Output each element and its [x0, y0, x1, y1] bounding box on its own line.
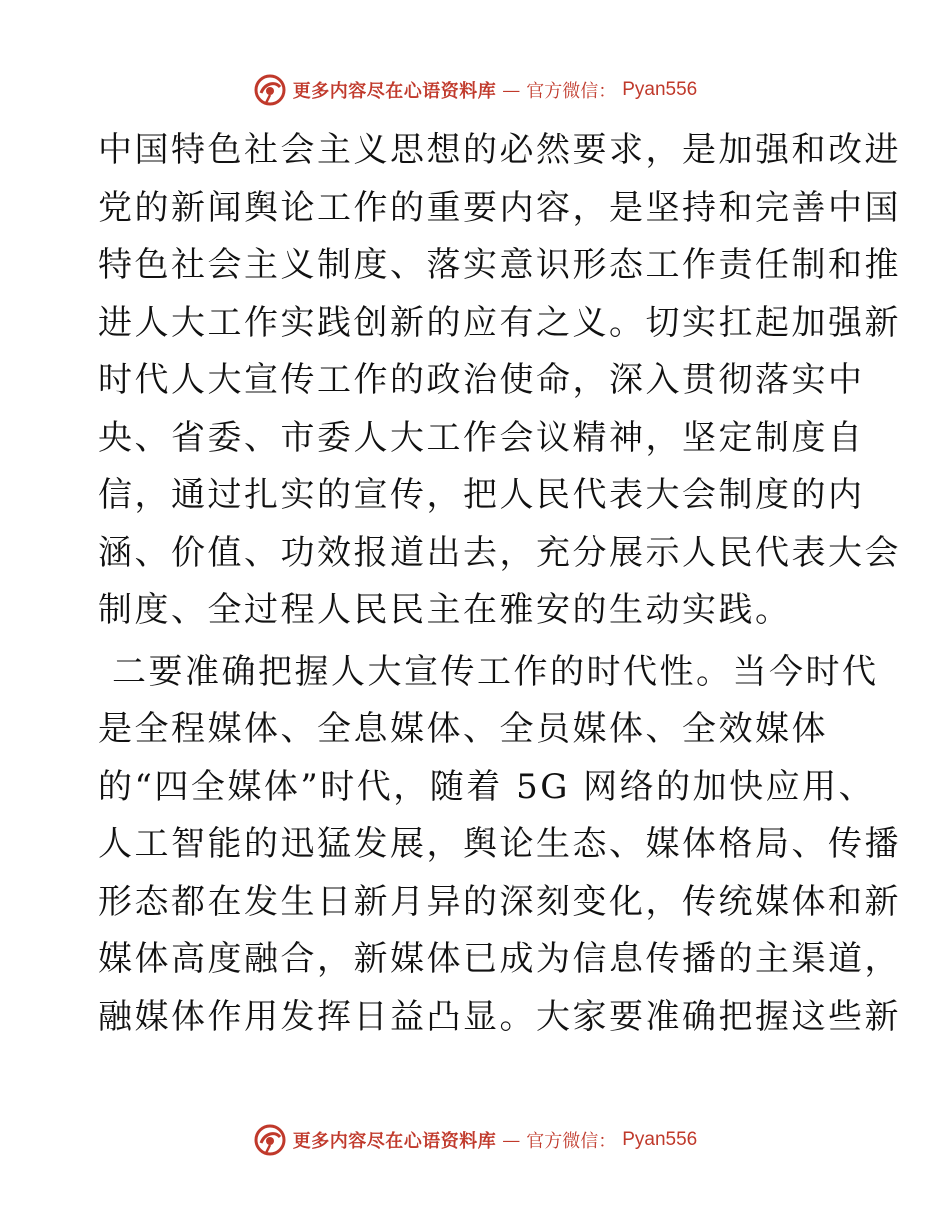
paragraph-1: [98, 122, 901, 640]
header-banner-inner: [253, 73, 698, 107]
text-line: 形态都在发生日新月异的深刻变化，传统媒体和新: [98, 881, 901, 922]
text-line: 进人大工作实践创新的应有之义。切实扛起加强新: [98, 302, 901, 343]
banner-wechat-id: Pyan556: [622, 79, 698, 100]
text-line: 中国特色社会主义思想的必然要求，是加强和改进: [98, 130, 901, 170]
text-line: 人工智能的迅猛发展，舆论生态、媒体格局、传播: [98, 824, 901, 864]
text-line: 涵、价值、功效报道出去，充分展示人民代表大会: [98, 532, 901, 573]
banner-dash: —: [502, 1129, 521, 1151]
text-line: 特色社会主义制度、落实意识形态工作责任制和推: [98, 245, 901, 285]
text-line: 制度、全过程人民民主在雅安的生动实践。: [98, 590, 792, 630]
logo-icon: [253, 1123, 287, 1157]
text-line: 是全程媒体、全息媒体、全员媒体、全效媒体: [98, 709, 828, 749]
header-banner: [0, 70, 950, 110]
banner-dash: —: [502, 79, 521, 101]
text-line: 信，通过扎实的宣传，把人民代表大会制度的内: [98, 475, 865, 515]
document-body: [98, 122, 901, 1046]
banner-title: 更多内容尽在心语资料库: [292, 81, 497, 102]
text-line: 时代人大宣传工作的政治使命，深入贯彻落实中: [98, 360, 865, 400]
text-line: 央、省委、市委人大工作会议精神，坚定制度自: [98, 417, 865, 458]
footer-banner-inner: [253, 1123, 698, 1157]
banner-wechat-label: 官方微信：: [526, 1131, 617, 1152]
text-line: 媒体高度融合，新媒体已成为信息传播的主渠道，: [98, 939, 901, 979]
banner-title: 更多内容尽在心语资料库: [292, 1131, 497, 1152]
text-line: 融媒体作用发挥日益凸显。大家要准确把握这些新: [98, 996, 901, 1037]
text-line: 二要准确把握人大宣传工作的时代性。当今时代: [112, 651, 879, 692]
text-line: 的“四全媒体”时代，随着 5G 网络的加快应用、: [98, 766, 876, 807]
logo-icon: [253, 73, 287, 107]
paragraph-2: [98, 644, 901, 1047]
banner-wechat-id: Pyan556: [622, 1129, 698, 1150]
footer-banner: [0, 1120, 950, 1160]
text-line: 党的新闻舆论工作的重要内容，是坚持和完善中国: [98, 187, 901, 228]
banner-wechat-label: 官方微信：: [526, 81, 617, 102]
